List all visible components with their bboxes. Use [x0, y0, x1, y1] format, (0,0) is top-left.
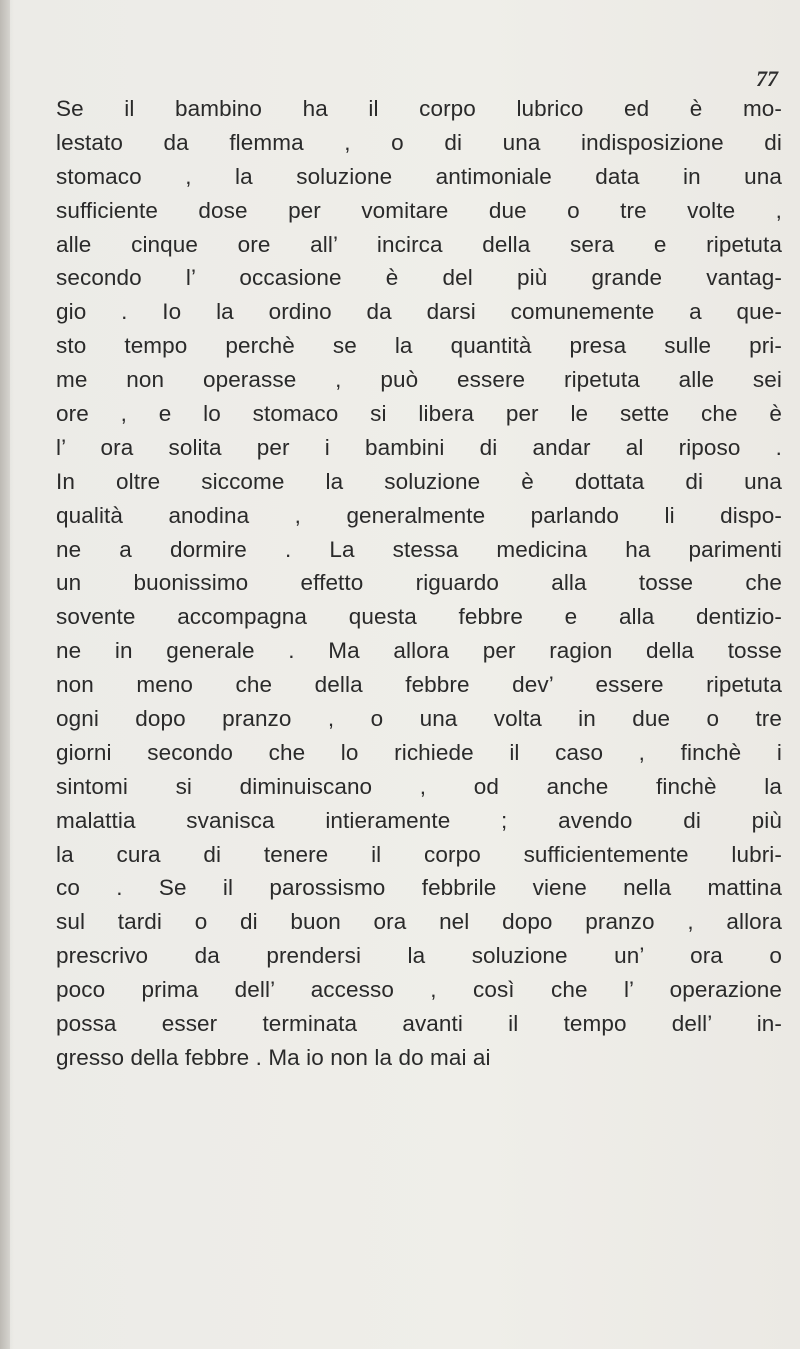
page-spine-shadow [0, 0, 10, 1349]
text-line: un buonissimo effetto riguardo alla tosse che [56, 570, 782, 596]
text-line: alle cinque ore all’ incirca della sera e ripetuta [56, 231, 782, 257]
text-line: poco prima dell’ accesso , così che l’ operazione [56, 977, 782, 1003]
text-line: ore , e lo stomaco si libera per le sette che è [56, 401, 782, 427]
text-line: sintomi si diminuiscano , od anche finchè la [56, 773, 782, 799]
text-line: l’ ora solita per i bambini di andar al riposo . [56, 434, 782, 460]
text-line: qualità anodina , generalmente parlando li dispo- [56, 502, 782, 528]
text-line: me non operasse , può essere ripetuta alle sei [56, 367, 782, 393]
text-line: Se il bambino ha il corpo lubrico ed è mo- [56, 96, 782, 121]
text-line: la cura di tenere il corpo sufficientemente lubri- [56, 841, 782, 867]
text-line: malattia svanisca intieramente ; avendo di più [56, 807, 782, 833]
text-line: ne a dormire . La stessa medicina ha parimenti [56, 536, 782, 562]
text-line: secondo l’ occasione è del più grande vantag- [56, 265, 782, 291]
text-line: gresso della febbre . Ma io non la do mai ai [56, 1044, 491, 1070]
text-line: ogni dopo pranzo , o una volta in due o tre [56, 706, 782, 732]
text-line: lestato da flemma , o di una indisposizione di [56, 129, 782, 155]
text-line: sovente accompagna questa febbre e alla dentizio- [56, 604, 782, 630]
text-line: giorni secondo che lo richiede il caso , finchè i [56, 739, 782, 765]
text-line: co . Se il parossismo febbrile viene nella mattina [56, 875, 782, 901]
text-line: non meno che della febbre dev’ essere ripetuta [56, 672, 782, 698]
page-number: 77 [756, 66, 778, 91]
text-line: In oltre siccome la soluzione è dottata di una [56, 468, 782, 494]
text-line: ne in generale . Ma allora per ragion della tosse [56, 638, 782, 664]
text-line: sufficiente dose per vomitare due o tre volte , [56, 197, 782, 223]
text-line: stomaco , la soluzione antimoniale data in una [56, 163, 782, 189]
text-line: possa esser terminata avanti il tempo dell’ in- [56, 1011, 782, 1037]
text-line: gio . Io la ordino da darsi comunemente a que- [56, 299, 782, 325]
body-text [56, 92, 782, 1075]
text-line: sto tempo perchè se la quantità presa sulle pri- [56, 333, 782, 359]
text-line: prescrivo da prendersi la soluzione un’ ora o [56, 943, 782, 969]
text-line: sul tardi o di buon ora nel dopo pranzo , allora [56, 909, 782, 935]
